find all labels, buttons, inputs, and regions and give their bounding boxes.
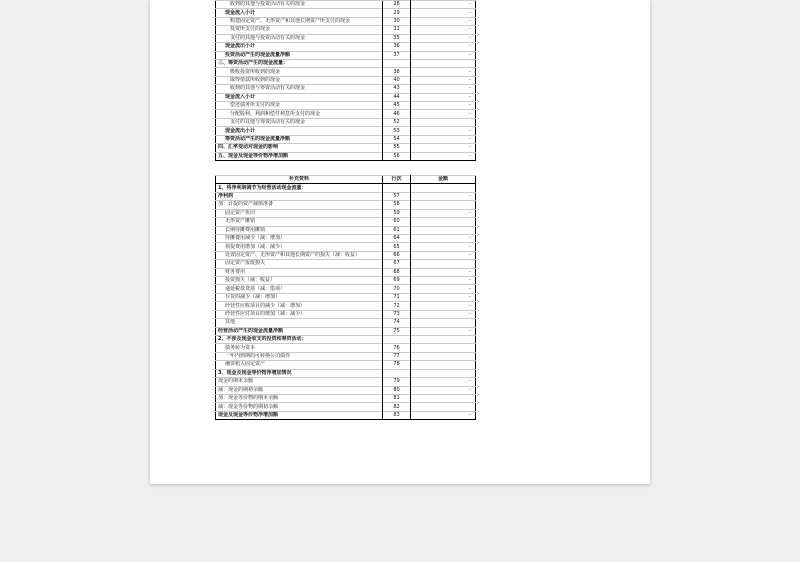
table-row: 购建固定资产、无形资产和其他长期资产所支付的现金 30 - [216,17,476,25]
table-row: 3、现金及现金等价物净增加情况 [216,369,476,377]
table-row: 加：现金等价物的期末余额 81 [216,394,476,402]
table-row: 递延税款贷项（减：借项） 70 - [216,285,476,293]
cash-flow-table [215,0,476,161]
table-row: 现金的期末余额 79 - [216,378,476,386]
table-row: 固定资产报废损失 67 [216,260,476,268]
table-row: 处置固定资产、无形资产和其他长期资产的损失（减：收益） 66 - [216,251,476,259]
table-row: 四、汇率变动对现金的影响 55 - [216,144,476,152]
table-row: 预提费用增加（减：减少） 65 - [216,243,476,251]
table-row: 支付的其他与投资活动有关的现金 35 - [216,34,476,42]
table-row: 存货的减少（减：增加） 71 - [216,293,476,301]
table-row: 收到的其他与筹资活动有关的现金 43 - [216,85,476,93]
table-row: 长期待摊费用摊销 61 [216,226,476,234]
table-row: 债务转为资本 76 [216,344,476,352]
table-row: 经营活动产生的现金流量净额 75 - [216,327,476,335]
table-row: 经营性应收项目的减少（减：增加） 72 - [216,302,476,310]
table-row: 减：现金的期初余额 80 - [216,386,476,394]
table-row: 净利润 57 - [216,192,476,200]
table-row: 分配股利、利润和偿付利息所支付的现金 46 - [216,110,476,118]
table-row: 2、不涉及现金收支的投资和筹资活动： [216,336,476,344]
table-row: 收到的其他与投资活动有关的现金 28 - [216,1,476,9]
table-row: 固定资产折旧 59 - [216,209,476,217]
table-row: 现金流入小计 29 - [216,9,476,17]
table-row: 取得借款所收到的现金 40 - [216,76,476,84]
table-row: 投资活动产生的现金流量净额 37 - [216,51,476,59]
table-row: 筹资活动产生的现金流量净额 54 - [216,135,476,143]
table-row: 待摊费用减少（减：增加） 64 - [216,234,476,242]
table-row: 吸收投资所收到的现金 38 - [216,68,476,76]
table-row: 偿还债务所支付的现金 45 - [216,102,476,110]
table-row: 支付的其他与筹资活动有关的现金 52 [216,118,476,126]
table-row: 其他 74 [216,319,476,327]
table-row: 现金流出小计 53 - [216,127,476,135]
table-row: 1、将净利润调节为经营活动现金流量： [216,184,476,192]
table-row: 财务费用 68 - [216,268,476,276]
table-row: 融资租入固定资产 78 [216,361,476,369]
table-row: 加：计提的资产减值准备 58 [216,201,476,209]
table-row: 三、筹资活动产生的现金流量： [216,59,476,67]
supplementary-info-table [215,175,476,420]
document-page [150,0,650,484]
table-row: 减：现金等价物的期初余额 82 [216,403,476,411]
table-row: 现金流入小计 44 - [216,93,476,101]
table-row: 五、现金及现金等价物净增加额 56 - [216,152,476,160]
table-row: 经营性应付项目的增加（减：减少） 73 - [216,310,476,318]
table-row: 现金流出小计 36 - [216,43,476,51]
table-row: 投资所支付的现金 31 - [216,26,476,34]
table-row: 现金及现金等价物净增加额 83 - [216,411,476,419]
table-row: 一年内到期的可转换公司债券 77 [216,352,476,360]
table-row: 无形资产摊销 60 [216,218,476,226]
table-header-row: 补充资料 行次 金额 [216,176,476,184]
table-row: 投资损失（减：收益） 69 - [216,277,476,285]
